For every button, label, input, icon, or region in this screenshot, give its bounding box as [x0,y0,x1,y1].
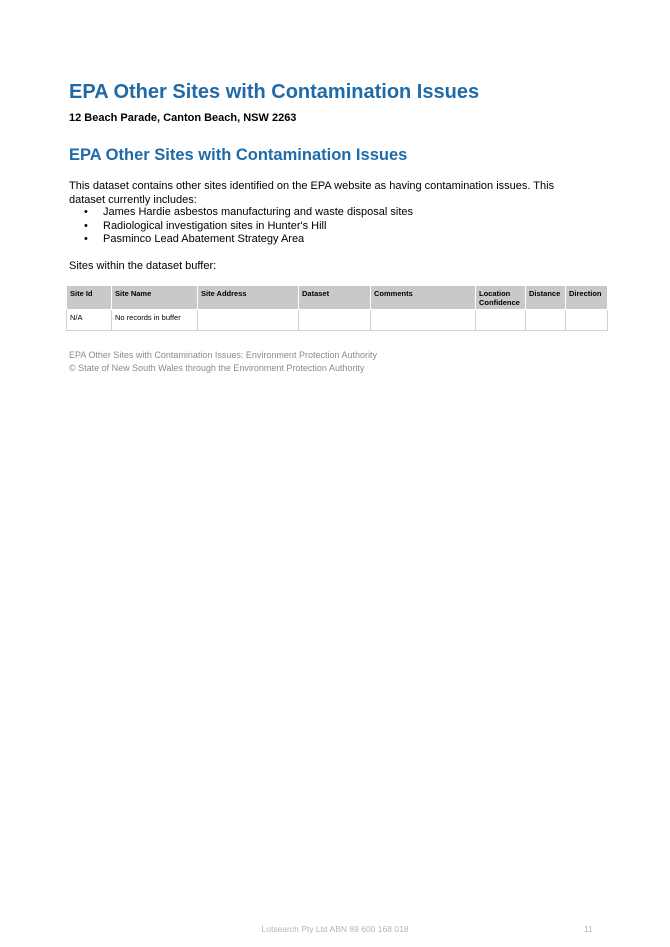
bullet-icon: • [84,206,88,218]
column-header-comments: Comments [371,286,476,310]
list-item-text: Radiological investigation sites in Hunter's Hill [103,219,327,232]
list-item [69,220,413,234]
column-header-direction: Direction [566,286,608,310]
section-title: EPA Other Sites with Contamination Issues [69,146,408,164]
page-title: EPA Other Sites with Contamination Issues [69,81,480,103]
list-item-text: Pasminco Lead Abatement Strategy Area [103,233,305,245]
dataset-description: This dataset contains other sites identified on the EPA website as having contamination issues. This dataset currently includes: [69,180,555,206]
footer-company: Lotsearch Pty Ltd ABN 89 600 168 018 [261,924,409,934]
copyright-notice: © State of New South Wales through the Environment Protection Authority [69,362,365,373]
table-header-row [67,286,608,310]
table-cell-site-name: No records in buffer [112,310,198,331]
bullet-icon: • [84,219,88,232]
column-header-site-id: Site Id [67,286,112,310]
column-header-distance: Distance [526,286,566,310]
table-cell-comments [371,310,476,331]
column-header-location-confidence: Location Confidence [476,286,526,310]
table-cell-distance [526,310,566,331]
sites-table [66,285,608,331]
list-item-text: James Hardie asbestos manufacturing and waste disposal sites [103,206,413,218]
column-header-site-address: Site Address [198,286,299,310]
list-item [69,233,413,247]
column-header-dataset: Dataset [299,286,371,310]
table-cell-dataset [299,310,371,331]
table-row [67,310,608,331]
column-header-site-name: Site Name [112,286,198,310]
buffer-label: Sites within the dataset buffer: [69,260,217,272]
table-cell-direction [566,310,608,331]
bullet-icon: • [84,233,88,245]
list-item [69,206,413,220]
source-attribution: EPA Other Sites with Contamination Issues: Environment Protection Authority [69,350,377,360]
table-cell-site-id: N/A [67,310,112,331]
dataset-list [69,206,413,247]
site-address-subtitle: 12 Beach Parade, Canton Beach, NSW 2263 [69,112,297,124]
page-number: 11 [584,924,593,934]
table-cell-location-confidence [476,310,526,331]
data-source-note [69,349,377,374]
table-cell-site-address [198,310,299,331]
